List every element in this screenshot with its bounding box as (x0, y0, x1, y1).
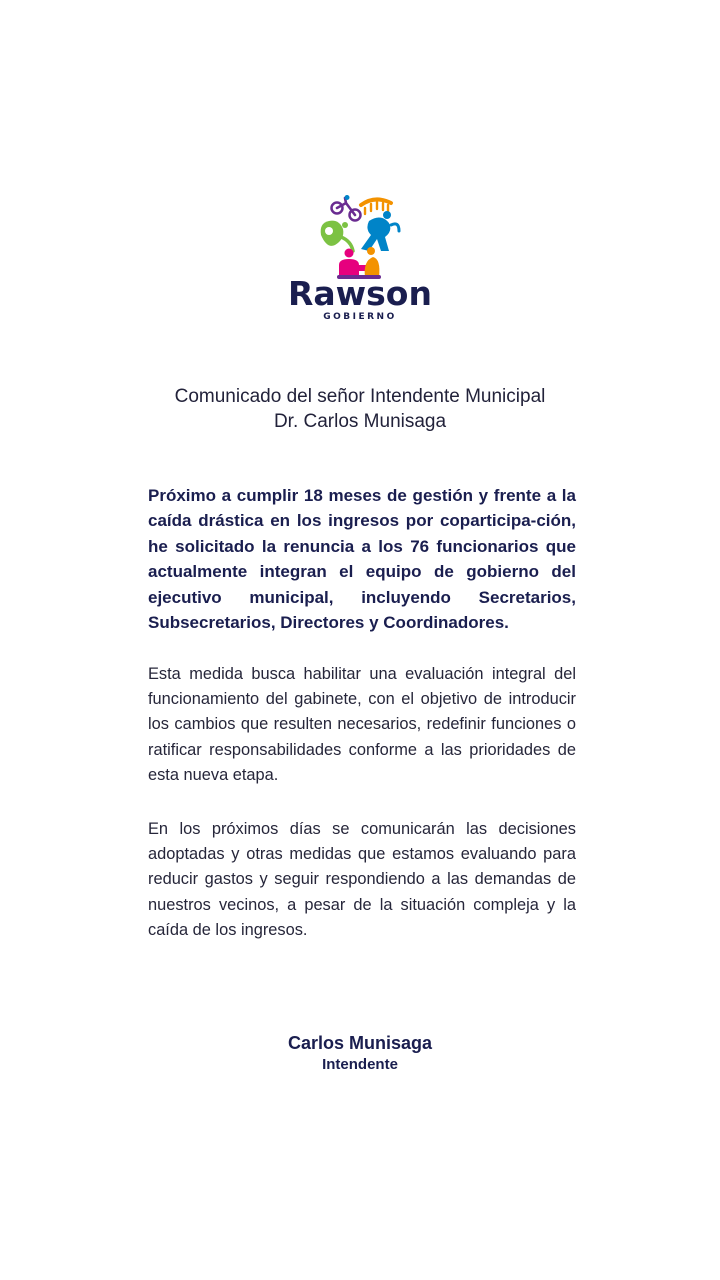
brand-name: Rawson (288, 274, 432, 313)
signature-role: Intendente (322, 1056, 398, 1073)
brand-subtitle: GOBIERNO (323, 312, 397, 322)
heading-line-2: Dr. Carlos Munisaga (273, 411, 447, 432)
municipal-logo (0, 195, 720, 322)
signature-name: Carlos Munisaga (287, 1033, 433, 1053)
signature-block (0, 1031, 720, 1075)
body-paragraph: En los próximos días se comunicarán las decisiones adoptadas y otras medidas que estamos evaluando para reducir gastos y seguir respondiendo a las demandas de nuestros vecinos, a pesar de la situación compleja y la caída de los ingresos. (148, 820, 576, 939)
document-heading (0, 384, 720, 434)
body-paragraph: Esta medida busca habilitar una evaluación integral del funcionamiento del gabinete, con el objetivo de introducir los cambios que resulten necesarios, redefinir funciones o ratificar responsabilidades conforme a las prioridades de esta nueva etapa. (148, 665, 576, 784)
heading-line-1: Comunicado del señor Intendente Municipal (174, 386, 546, 407)
rawson-emblem-icon (315, 195, 405, 280)
lead-paragraph: Próximo a cumplir 18 meses de gestión y frente a la caída drástica en los ingresos por coparticipa-ción, he solicitado la renuncia a los 76 funcionarios que actualmente integran el equipo de gobierno del ejecutivo municipal, incluyendo Secretarios, Subsecretarios, Directores y Coordinadores. (148, 486, 576, 633)
